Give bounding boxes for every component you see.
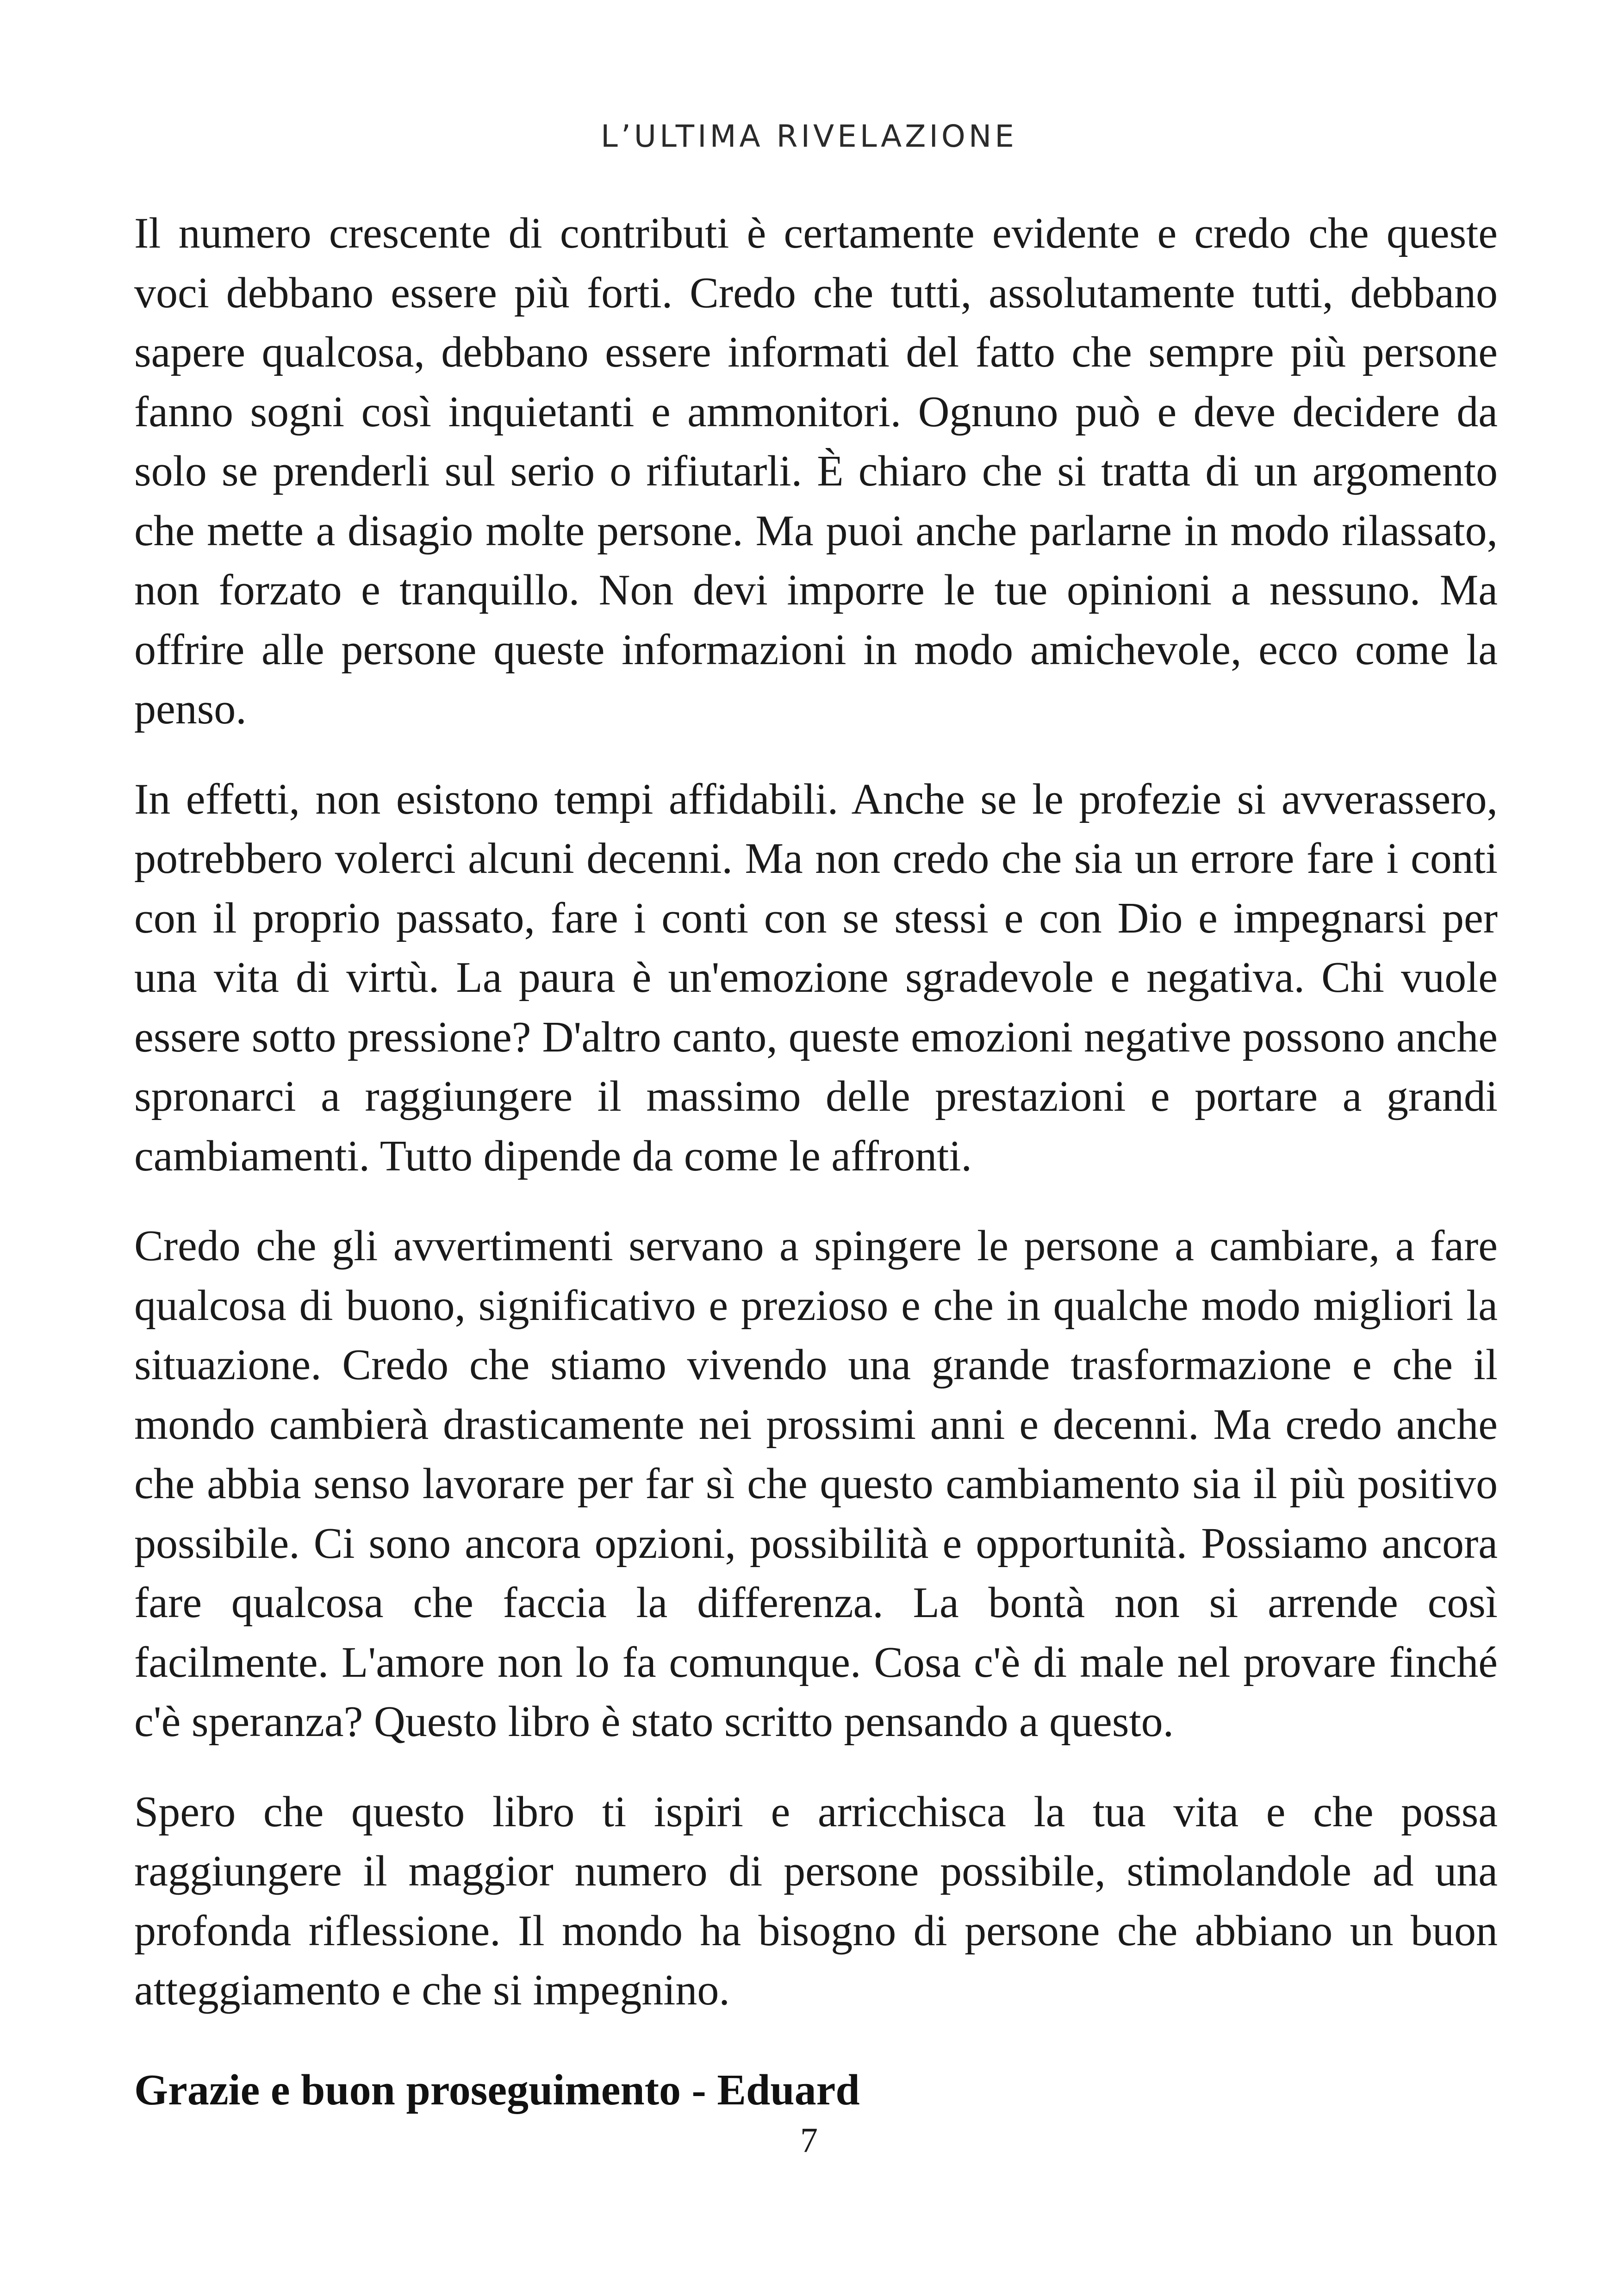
paragraph: Il numero crescente di contributi è certamente evidente e credo che queste voci debbano essere più forti. Credo che tutti, assolutamente tutti, debbano sapere qualcosa, debbano essere informati del fatto che sempre più persone fanno sogni così inquietanti e ammonitori. Ognuno può e deve decidere da solo se prenderli sul serio o rifiutarli. È chiaro che si tratta di un argomento che mette a disagio molte persone. Ma puoi anche parlarne in modo rilassato, non forzato e tranquillo. Non devi imporre le tue opinioni a nessuno. Ma offrire alle persone queste informazioni in modo amichevole, ecco come la penso. bbox=[134, 209, 1498, 733]
page-number: 7 bbox=[800, 2121, 818, 2160]
paragraph: Spero che questo libro ti ispiri e arricchisca la tua vita e che possa raggiungere il maggior numero di persone possibile, stimolandole ad una profonda riflessione. Il mondo ha bisogno di persone che abbiano un buon atteggiamento e che si impegnino. bbox=[134, 1787, 1498, 2014]
closing-signature: Grazie e buon proseguimento - Eduard bbox=[134, 2066, 860, 2114]
running-header: L’ULTIMA RIVELAZIONE bbox=[601, 118, 1017, 154]
paragraph: In effetti, non esistono tempi affidabili. Anche se le profezie si avverassero, potrebbero volerci alcuni decenni. Ma non credo che sia un errore fare i conti con il proprio passato, fare i conti con se stessi e con Dio e impegnarsi per una vita di virtù. La paura è un'emozione sgradevole e negativa. Chi vuole essere sotto pressione? D'altro canto, queste emozioni negative possono anche spronarci a raggiungere il massimo delle prestazioni e portare a grandi cambiamenti. Tutto dipende da come le affronti. bbox=[134, 775, 1498, 1180]
paragraph: Credo che gli avvertimenti servano a spingere le persone a cambiare, a fare qualcosa di buono, significativo e prezioso e che in qualche modo migliori la situazione. Credo che stiamo vivendo una grande trasformazione e che il mondo cambierà drasticamente nei prossimi anni e decenni. Ma credo anche che abbia senso lavorare per far sì che questo cambiamento sia il più positivo possibile. Ci sono ancora opzioni, possibilità e opportunità. Possiamo ancora fare qualcosa che faccia la differenza. La bontà non si arrende così facilmente. L'amore non lo fa comunque. Cosa c'è di male nel provare finché c'è speranza? Questo libro è stato scritto pensando a questo. bbox=[134, 1222, 1498, 1746]
body-text bbox=[134, 204, 1498, 2051]
